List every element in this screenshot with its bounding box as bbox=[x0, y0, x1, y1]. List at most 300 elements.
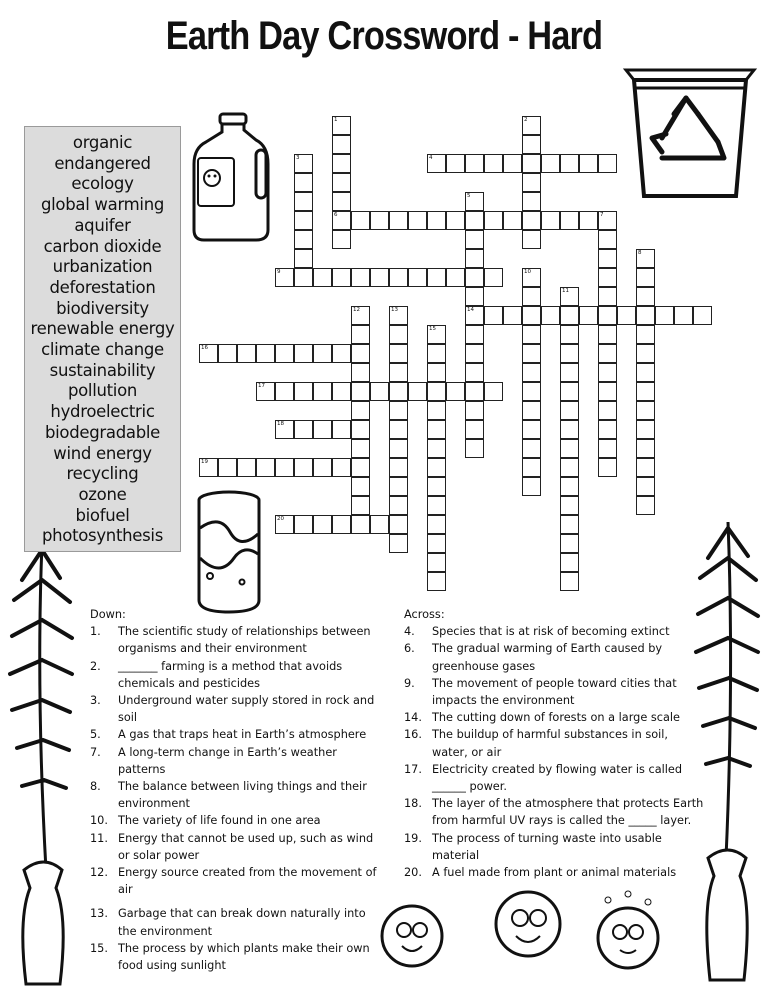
crossword-cell[interactable] bbox=[636, 401, 655, 420]
clue-number: 10. bbox=[90, 814, 108, 828]
plant-left-illustration bbox=[6, 540, 80, 988]
crossword-cell[interactable] bbox=[560, 553, 579, 572]
crossword-cell[interactable] bbox=[465, 382, 484, 401]
crossword-cell[interactable] bbox=[294, 211, 313, 230]
crossword-cell[interactable] bbox=[522, 420, 541, 439]
crossword-cell[interactable] bbox=[199, 344, 218, 363]
word-bank-item: ecology bbox=[71, 174, 134, 194]
crossword-cell[interactable] bbox=[560, 534, 579, 553]
clue-number-label: 16 bbox=[201, 345, 208, 351]
clue-text: The variety of life found in one area bbox=[118, 814, 321, 828]
crossword-cell[interactable] bbox=[370, 211, 389, 230]
crossword-cell[interactable] bbox=[332, 458, 351, 477]
down-clue bbox=[90, 864, 386, 898]
crossword-cell[interactable] bbox=[465, 401, 484, 420]
crossword-cell[interactable] bbox=[237, 344, 256, 363]
clue-number: 18. bbox=[404, 797, 422, 811]
word-bank-item: ozone bbox=[78, 484, 127, 504]
crossword-cell[interactable] bbox=[484, 154, 503, 173]
crossword-cell[interactable] bbox=[598, 211, 617, 230]
crossword-cell[interactable] bbox=[427, 553, 446, 572]
word-bank-item: photosynthesis bbox=[41, 526, 164, 546]
across-clue bbox=[404, 830, 704, 864]
clue-number: 13. bbox=[90, 907, 108, 921]
clue-text: The cutting down of forests on a large scale bbox=[432, 711, 680, 725]
crossword-cell[interactable] bbox=[389, 325, 408, 344]
crossword-cell[interactable] bbox=[256, 458, 275, 477]
crossword-cell[interactable] bbox=[256, 344, 275, 363]
clue-number: 17. bbox=[404, 762, 422, 776]
crossword-cell[interactable] bbox=[522, 230, 541, 249]
crossword-cell[interactable] bbox=[427, 515, 446, 534]
down-clue bbox=[90, 905, 386, 939]
clue-number-label: 20 bbox=[277, 516, 284, 522]
soda-can-illustration bbox=[190, 488, 268, 616]
clue-number: 4. bbox=[404, 625, 415, 639]
down-heading: Down: bbox=[90, 608, 126, 621]
crossword-cell[interactable] bbox=[598, 325, 617, 344]
clue-text: The gradual warming of Earth caused by greenhouse gases bbox=[432, 642, 663, 673]
clue-number-label: 2 bbox=[524, 117, 528, 123]
clue-text: Underground water supply stored in rock and soil bbox=[118, 694, 375, 725]
crossword-cell[interactable] bbox=[522, 211, 541, 230]
word-bank-item: carbon dioxide bbox=[43, 236, 162, 256]
crossword-cell[interactable] bbox=[427, 477, 446, 496]
crossword-cell[interactable] bbox=[389, 515, 408, 534]
crossword-cell[interactable] bbox=[275, 420, 294, 439]
crossword-cell[interactable] bbox=[465, 230, 484, 249]
crossword-cell[interactable] bbox=[560, 496, 579, 515]
crossword-cell[interactable] bbox=[598, 382, 617, 401]
clue-number-label: 1 bbox=[334, 117, 338, 123]
crossword-cell[interactable] bbox=[427, 458, 446, 477]
across-clue bbox=[404, 675, 704, 709]
crossword-cell[interactable] bbox=[313, 515, 332, 534]
crossword-cell[interactable] bbox=[427, 420, 446, 439]
crossword-cell[interactable] bbox=[465, 439, 484, 458]
crossword-cell[interactable] bbox=[332, 382, 351, 401]
crossword-cell[interactable] bbox=[351, 496, 370, 515]
clue-number: 19. bbox=[404, 831, 422, 845]
word-bank bbox=[24, 126, 181, 552]
across-heading: Across: bbox=[404, 608, 445, 621]
crossword-cell[interactable] bbox=[560, 401, 579, 420]
crossword-cell[interactable] bbox=[294, 344, 313, 363]
crossword-cell[interactable] bbox=[636, 382, 655, 401]
crossword-cell[interactable] bbox=[370, 515, 389, 534]
crossword-cell[interactable] bbox=[256, 382, 275, 401]
crossword-cell[interactable] bbox=[636, 420, 655, 439]
crossword-cell[interactable] bbox=[522, 306, 541, 325]
crossword-cell[interactable] bbox=[465, 287, 484, 306]
crossword-cell[interactable] bbox=[351, 477, 370, 496]
clue-number-label: 17 bbox=[258, 383, 265, 389]
down-clues bbox=[90, 606, 386, 974]
crossword-cell[interactable] bbox=[598, 249, 617, 268]
crossword-cell[interactable] bbox=[313, 268, 332, 287]
clue-text: Energy that cannot be used up, such as wind or solar power bbox=[118, 831, 374, 862]
clue-number: 20. bbox=[404, 866, 422, 880]
crossword-cell[interactable] bbox=[636, 306, 655, 325]
crossword-cell[interactable] bbox=[636, 439, 655, 458]
crossword-cell[interactable] bbox=[446, 154, 465, 173]
crossword-cell[interactable] bbox=[275, 382, 294, 401]
crossword-cell[interactable] bbox=[465, 344, 484, 363]
crossword-cell[interactable] bbox=[522, 439, 541, 458]
crossword-cell[interactable] bbox=[294, 230, 313, 249]
clue-number-label: 6 bbox=[334, 212, 338, 218]
crossword-cell[interactable] bbox=[275, 268, 294, 287]
crossword-cell[interactable] bbox=[560, 515, 579, 534]
crossword-cell[interactable] bbox=[560, 458, 579, 477]
crossword-cell[interactable] bbox=[351, 344, 370, 363]
crossword-cell[interactable] bbox=[560, 477, 579, 496]
clue-number-label: 11 bbox=[562, 288, 569, 294]
crossword-cell[interactable] bbox=[560, 439, 579, 458]
clue-text: The buildup of harmful substances in soil, water, or air bbox=[432, 728, 668, 759]
clue-number-label: 12 bbox=[353, 307, 360, 313]
word-bank-item: organic bbox=[72, 133, 133, 152]
crossword-cell[interactable] bbox=[351, 515, 370, 534]
clue-number: 15. bbox=[90, 941, 108, 955]
down-clue bbox=[90, 658, 386, 692]
crossword-cell[interactable] bbox=[218, 458, 237, 477]
crossword-cell[interactable] bbox=[351, 325, 370, 344]
crossword-cell[interactable] bbox=[541, 306, 560, 325]
crossword-cell[interactable] bbox=[275, 515, 294, 534]
clue-text: _______ farming is a method that avoids chemicals and pesticides bbox=[118, 659, 343, 690]
clue-text: A fuel made from plant or animal materials bbox=[432, 866, 677, 880]
crossword-cell[interactable] bbox=[503, 211, 522, 230]
crossword-cell[interactable] bbox=[465, 192, 484, 211]
crossword-cell[interactable] bbox=[427, 401, 446, 420]
crossword-cell[interactable] bbox=[351, 268, 370, 287]
crossword-cell[interactable] bbox=[636, 477, 655, 496]
clue-text: Species that is at risk of becoming extinct bbox=[432, 625, 670, 639]
clue-number-label: 8 bbox=[638, 250, 642, 256]
crossword-cell[interactable] bbox=[446, 268, 465, 287]
crossword-cell[interactable] bbox=[237, 458, 256, 477]
word-bank-item: deforestation bbox=[49, 277, 156, 297]
crossword-cell[interactable] bbox=[332, 515, 351, 534]
down-clue bbox=[90, 726, 386, 743]
crossword-cell[interactable] bbox=[427, 325, 446, 344]
crossword-cell[interactable] bbox=[522, 382, 541, 401]
crossword-cell[interactable] bbox=[294, 249, 313, 268]
clue-number-label: 18 bbox=[277, 421, 284, 427]
crossword-cell[interactable] bbox=[541, 211, 560, 230]
crossword-cell[interactable] bbox=[294, 268, 313, 287]
clue-text: The scientific study of relationships between organisms and their environment bbox=[118, 625, 371, 656]
crossword-cell[interactable] bbox=[370, 382, 389, 401]
crossword-cell[interactable] bbox=[332, 154, 351, 173]
clue-number: 14. bbox=[404, 711, 422, 725]
crossword-cell[interactable] bbox=[408, 268, 427, 287]
crossword-cell[interactable] bbox=[332, 344, 351, 363]
crossword-cell[interactable] bbox=[693, 306, 712, 325]
across-clue bbox=[404, 709, 704, 726]
crossword-cell[interactable] bbox=[332, 116, 351, 135]
across-clues bbox=[404, 606, 704, 881]
crossword-cell[interactable] bbox=[522, 173, 541, 192]
crossword-cell[interactable] bbox=[465, 211, 484, 230]
crossword-cell[interactable] bbox=[636, 325, 655, 344]
crossword-cell[interactable] bbox=[636, 496, 655, 515]
crossword-cell[interactable] bbox=[598, 230, 617, 249]
crossword-cell[interactable] bbox=[294, 420, 313, 439]
clue-number: 12. bbox=[90, 866, 108, 880]
crossword-cell[interactable] bbox=[389, 420, 408, 439]
crossword-cell[interactable] bbox=[465, 154, 484, 173]
crossword-cell[interactable] bbox=[579, 211, 598, 230]
crossword-cell[interactable] bbox=[389, 344, 408, 363]
crossword-cell[interactable] bbox=[522, 116, 541, 135]
milk-jug-illustration bbox=[190, 112, 280, 244]
crossword-cell[interactable] bbox=[351, 363, 370, 382]
crossword-cell[interactable] bbox=[541, 154, 560, 173]
clue-number: 1. bbox=[90, 625, 101, 639]
crossword-cell[interactable] bbox=[598, 363, 617, 382]
across-clue bbox=[404, 864, 704, 881]
crossword-cell[interactable] bbox=[636, 344, 655, 363]
down-clue bbox=[90, 778, 386, 812]
crossword-cell[interactable] bbox=[351, 439, 370, 458]
crossword-cell[interactable] bbox=[427, 363, 446, 382]
crossword-cell[interactable] bbox=[332, 192, 351, 211]
crossword-cell[interactable] bbox=[389, 211, 408, 230]
crossword-cell[interactable] bbox=[351, 382, 370, 401]
crossword-cell[interactable] bbox=[332, 135, 351, 154]
crossword-cell[interactable] bbox=[313, 344, 332, 363]
crossword-cell[interactable] bbox=[465, 420, 484, 439]
crossword-cell[interactable] bbox=[560, 306, 579, 325]
crossword-cell[interactable] bbox=[598, 287, 617, 306]
crossword-cell[interactable] bbox=[598, 439, 617, 458]
crossword-cell[interactable] bbox=[465, 249, 484, 268]
crossword-cell[interactable] bbox=[351, 401, 370, 420]
crossword-cell[interactable] bbox=[313, 458, 332, 477]
word-bank-item: global warming bbox=[40, 195, 165, 215]
crossword-cell[interactable] bbox=[484, 268, 503, 287]
crossword-cell[interactable] bbox=[598, 458, 617, 477]
crossword-cell[interactable] bbox=[522, 325, 541, 344]
crossword-cell[interactable] bbox=[522, 401, 541, 420]
crossword-cell[interactable] bbox=[446, 382, 465, 401]
down-clue bbox=[90, 812, 386, 829]
crossword-cell[interactable] bbox=[332, 268, 351, 287]
clue-number-label: 19 bbox=[201, 459, 208, 465]
crossword-cell[interactable] bbox=[389, 401, 408, 420]
crossword-cell[interactable] bbox=[446, 211, 465, 230]
crossword-cell[interactable] bbox=[351, 420, 370, 439]
page-title: Earth Day Crossword - Hard bbox=[165, 14, 603, 58]
crossword-cell[interactable] bbox=[313, 420, 332, 439]
clue-number-label: 10 bbox=[524, 269, 531, 275]
crossword-cell[interactable] bbox=[522, 135, 541, 154]
crossword-cell[interactable] bbox=[503, 154, 522, 173]
crossword-cell[interactable] bbox=[465, 325, 484, 344]
crossword-cell[interactable] bbox=[351, 211, 370, 230]
word-bank-item: climate change bbox=[41, 340, 164, 360]
crossword-cell[interactable] bbox=[465, 268, 484, 287]
crossword-cell[interactable] bbox=[332, 211, 351, 230]
crossword-cell[interactable] bbox=[199, 458, 218, 477]
crossword-cell[interactable] bbox=[389, 268, 408, 287]
crossword-cell[interactable] bbox=[389, 363, 408, 382]
crossword-cell[interactable] bbox=[218, 344, 237, 363]
crossword-cell[interactable] bbox=[484, 382, 503, 401]
crossword-cell[interactable] bbox=[370, 268, 389, 287]
crossword-cell[interactable] bbox=[294, 173, 313, 192]
word-bank-item: biofuel bbox=[75, 505, 130, 525]
crossword-cell[interactable] bbox=[389, 439, 408, 458]
clue-text: The layer of the atmosphere that protects Earth from harmful UV rays is called the _____ layer. bbox=[432, 797, 704, 828]
crossword-cell[interactable] bbox=[560, 211, 579, 230]
crossword-cell[interactable] bbox=[560, 382, 579, 401]
clue-text: A long-term change in Earth’s weather patterns bbox=[118, 745, 337, 776]
crossword-cell[interactable] bbox=[636, 458, 655, 477]
crossword-cell[interactable] bbox=[617, 306, 636, 325]
crossword-cell[interactable] bbox=[427, 534, 446, 553]
crossword-cell[interactable] bbox=[522, 363, 541, 382]
crossword-cell[interactable] bbox=[427, 211, 446, 230]
crossword-cell[interactable] bbox=[636, 268, 655, 287]
crossword-cell[interactable] bbox=[294, 382, 313, 401]
crossword-cell[interactable] bbox=[579, 306, 598, 325]
crossword-cell[interactable] bbox=[598, 268, 617, 287]
crossword-cell[interactable] bbox=[389, 458, 408, 477]
crossword-cell[interactable] bbox=[465, 306, 484, 325]
crossword-cell[interactable] bbox=[598, 344, 617, 363]
crossword-cell[interactable] bbox=[560, 572, 579, 591]
clue-text: The process of turning waste into usable material bbox=[432, 831, 662, 862]
word-bank-item: biodegradable bbox=[44, 422, 161, 442]
clue-number-label: 15 bbox=[429, 326, 436, 332]
crossword-cell[interactable] bbox=[560, 344, 579, 363]
crossword-cell[interactable] bbox=[655, 306, 674, 325]
crossword-cell[interactable] bbox=[389, 382, 408, 401]
crossword-cell[interactable] bbox=[503, 306, 522, 325]
word-bank-item: recycling bbox=[66, 464, 139, 484]
crossword-cell[interactable] bbox=[560, 420, 579, 439]
crossword-cell[interactable] bbox=[522, 192, 541, 211]
clue-number-label: 3 bbox=[296, 155, 300, 161]
crossword-cell[interactable] bbox=[522, 477, 541, 496]
crossword-cell[interactable] bbox=[427, 496, 446, 515]
crossword-cell[interactable] bbox=[389, 534, 408, 553]
crossword-cell[interactable] bbox=[313, 382, 332, 401]
crossword-cell[interactable] bbox=[465, 363, 484, 382]
across-clue bbox=[404, 623, 704, 640]
crossword-cell[interactable] bbox=[427, 382, 446, 401]
crossword-cell[interactable] bbox=[427, 344, 446, 363]
crossword-cell[interactable] bbox=[332, 420, 351, 439]
crossword-cell[interactable] bbox=[484, 306, 503, 325]
word-bank-item: renewable energy bbox=[30, 319, 175, 339]
across-clue bbox=[404, 795, 704, 829]
clue-number: 16. bbox=[404, 728, 422, 742]
crossword-cell[interactable] bbox=[294, 515, 313, 534]
across-clue bbox=[404, 726, 704, 760]
word-bank-item: biodiversity bbox=[56, 298, 149, 318]
crossword-cell[interactable] bbox=[408, 211, 427, 230]
crossword-cell[interactable] bbox=[427, 268, 446, 287]
crossword-cell[interactable] bbox=[598, 306, 617, 325]
clue-text: Electricity created by flowing water is called ______ power. bbox=[432, 762, 683, 794]
word-bank-item: hydroelectric bbox=[50, 402, 155, 422]
clue-number: 6. bbox=[404, 642, 415, 656]
crossword-cell[interactable] bbox=[332, 173, 351, 192]
crossword-cell[interactable] bbox=[636, 287, 655, 306]
crossword-cell[interactable] bbox=[522, 154, 541, 173]
clue-number-label: 7 bbox=[600, 212, 604, 218]
crossword-cell[interactable] bbox=[636, 363, 655, 382]
crossword-cell[interactable] bbox=[560, 325, 579, 344]
clue-text: Garbage that can break down naturally into the environment bbox=[118, 907, 366, 938]
clue-text: The balance between living things and their environment bbox=[118, 780, 367, 811]
crossword-cell[interactable] bbox=[522, 344, 541, 363]
crossword-cell[interactable] bbox=[579, 154, 598, 173]
crossword-cell[interactable] bbox=[294, 458, 313, 477]
word-bank-item: pollution bbox=[67, 381, 138, 401]
crossword-cell[interactable] bbox=[332, 230, 351, 249]
word-bank-item: urbanization bbox=[52, 257, 153, 277]
crossword-cell[interactable] bbox=[275, 458, 294, 477]
crossword-cell[interactable] bbox=[598, 420, 617, 439]
clue-number-label: 5 bbox=[467, 193, 471, 199]
down-clue bbox=[90, 830, 386, 864]
crossword-cell[interactable] bbox=[389, 477, 408, 496]
crossword-cell[interactable] bbox=[408, 382, 427, 401]
crossword-cell[interactable] bbox=[598, 401, 617, 420]
crossword-cell[interactable] bbox=[275, 344, 294, 363]
down-clue bbox=[90, 692, 386, 726]
crossword-cell[interactable] bbox=[560, 154, 579, 173]
crossword-cell[interactable] bbox=[351, 458, 370, 477]
crossword-cell[interactable] bbox=[522, 268, 541, 287]
crossword-cell[interactable] bbox=[522, 458, 541, 477]
crossword-cell[interactable] bbox=[427, 439, 446, 458]
earth-characters-illustration bbox=[372, 874, 668, 992]
crossword-cell[interactable] bbox=[427, 154, 446, 173]
crossword-cell[interactable] bbox=[389, 496, 408, 515]
word-bank-item: wind energy bbox=[53, 443, 152, 463]
crossword-cell[interactable] bbox=[427, 572, 446, 591]
crossword-cell[interactable] bbox=[674, 306, 693, 325]
across-clue bbox=[404, 761, 704, 795]
crossword-cell[interactable] bbox=[294, 154, 313, 173]
clue-text: The movement of people toward cities that impacts the environment bbox=[432, 676, 677, 708]
clue-number: 11. bbox=[90, 831, 108, 845]
clue-text: The process by which plants make their own food using sunlight bbox=[118, 941, 370, 973]
crossword-cell[interactable] bbox=[636, 249, 655, 268]
crossword-cell[interactable] bbox=[484, 211, 503, 230]
recycle-bin-illustration bbox=[622, 64, 762, 204]
word-bank-item: aquifer bbox=[74, 215, 131, 235]
clue-text: A gas that traps heat in Earth’s atmosphere bbox=[118, 728, 367, 742]
clue-number: 2. bbox=[90, 659, 101, 673]
crossword-cell[interactable] bbox=[598, 154, 617, 173]
crossword-cell[interactable] bbox=[560, 287, 579, 306]
down-clue bbox=[90, 623, 386, 657]
crossword-cell[interactable] bbox=[522, 287, 541, 306]
crossword-cell[interactable] bbox=[351, 306, 370, 325]
clue-number-label: 4 bbox=[429, 155, 433, 161]
clue-text: Energy source created from the movement of air bbox=[118, 866, 377, 897]
crossword-cell[interactable] bbox=[560, 363, 579, 382]
crossword-cell[interactable] bbox=[294, 192, 313, 211]
crossword-cell[interactable] bbox=[389, 306, 408, 325]
